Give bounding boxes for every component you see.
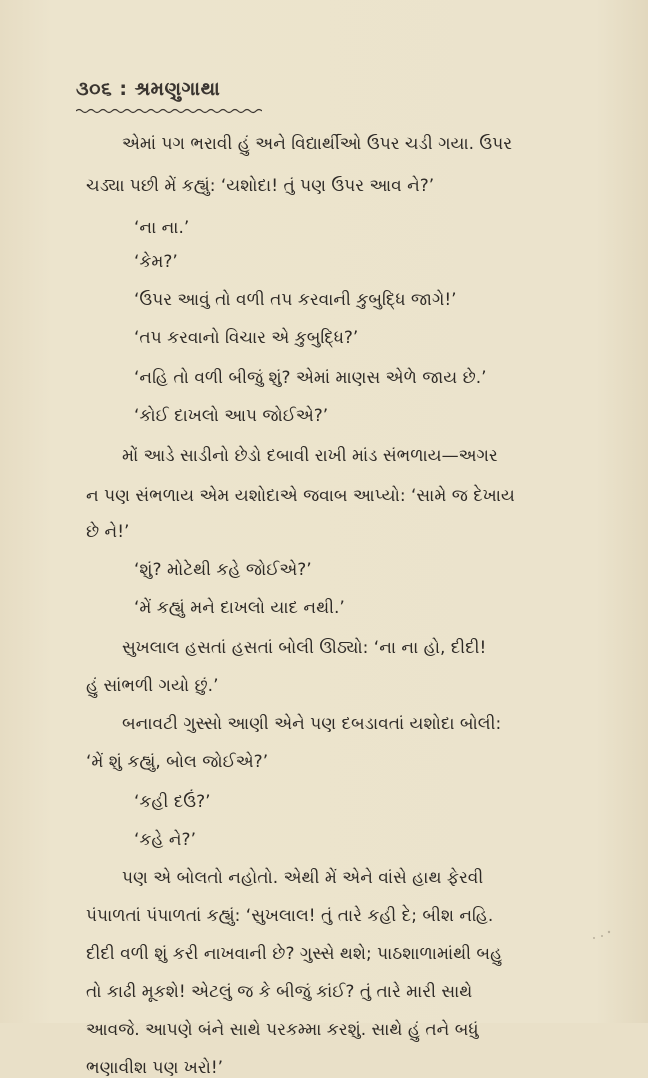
text-line: ‘ઉપર આવું તો વળી તપ કરવાની કુબુદ્ધિ જાગે!’ bbox=[134, 290, 457, 310]
text-line: એમાં પગ ભરાવી હું અને વિદ્યાર્થીઓ ઉપર ચડી ગયા. ઉપર bbox=[122, 134, 513, 154]
text-line: પંપાળતાં પંપાળતાં કહ્યું: ‘સુખલાલ! તું તારે કહી દે; બીશ નહિ. bbox=[86, 906, 494, 926]
text-line: આવજે. આપણે બંને સાથે પરકમ્મા કરશું. સાથે હું તને બધું bbox=[86, 1020, 479, 1040]
header-separator: : bbox=[119, 78, 128, 100]
text-line: ‘નહિ તો વળી બીજું શું? એમાં માણસ એળે જાય છે.’ bbox=[134, 368, 487, 388]
text-line: ‘તપ કરવાનો વિચાર એ કુબુદ્ધિ?’ bbox=[134, 328, 359, 348]
text-line: તો કાઢી મૂકશે! એટલું જ કે બીજું કાંઈ? તું તારે મારી સાથે bbox=[86, 982, 473, 1002]
text-line: હું સાંભળી ગયો છું.’ bbox=[86, 676, 219, 696]
text-line: છે ને!’ bbox=[86, 522, 130, 542]
text-line: મોં આડે સાડીનો છેડો દબાવી રાખી માંડ સંભળાય—અગર bbox=[122, 446, 498, 466]
text-line: દીદી વળી શું કરી નાખવાની છે? ગુસ્સે થશે; પાઠશાળામાંથી બહુ bbox=[86, 944, 503, 964]
header-wavy-rule bbox=[76, 108, 262, 114]
text-line: બનાવટી ગુસ્સો આણી એને પણ દબડાવતાં યશોદા બોલી: bbox=[122, 714, 502, 734]
text-line: ‘મેં શું કહ્યું, બોલ જોઈએ?’ bbox=[86, 752, 269, 772]
text-line: ‘કહી દઉં?’ bbox=[134, 792, 211, 812]
page-speck bbox=[590, 924, 614, 944]
text-line: ‘મેં કહ્યું મને દાખલો યાદ નથી.’ bbox=[134, 598, 345, 618]
text-line: ન પણ સંભળાય એમ યશોદાએ જવાબ આપ્યો: ‘સામે જ દેખાય bbox=[86, 486, 515, 506]
text-line: ચડ્યા પછી મેં કહ્યું: ‘યશોદા! તું પણ ઉપર આવ ને?’ bbox=[86, 176, 435, 196]
running-header bbox=[76, 78, 220, 100]
text-line: ‘કોઈ દાખલો આપ જોઈએ?’ bbox=[134, 406, 329, 426]
text-line: ‘શું? મોટેથી કહે જોઈએ?’ bbox=[134, 560, 312, 580]
book-title: શ્રમણુગાથા bbox=[134, 78, 221, 100]
text-line: સુખલાલ હસતાં હસતાં બોલી ઊઠ્યો: ‘ના ના હો, દીદી! bbox=[122, 638, 487, 658]
text-line: ‘કેમ?’ bbox=[134, 252, 178, 272]
text-line: ‘ના ના.’ bbox=[134, 218, 190, 238]
page-number: ૩૦૬ bbox=[76, 78, 113, 100]
text-line: પણ એ બોલતો નહોતો. એથી મેં એને વાંસે હાથ ફેરવી bbox=[122, 868, 484, 888]
text-line: ‘કહે ને?’ bbox=[134, 830, 196, 850]
text-line: ભણાવીશ પણ ખરો!’ bbox=[86, 1058, 224, 1078]
